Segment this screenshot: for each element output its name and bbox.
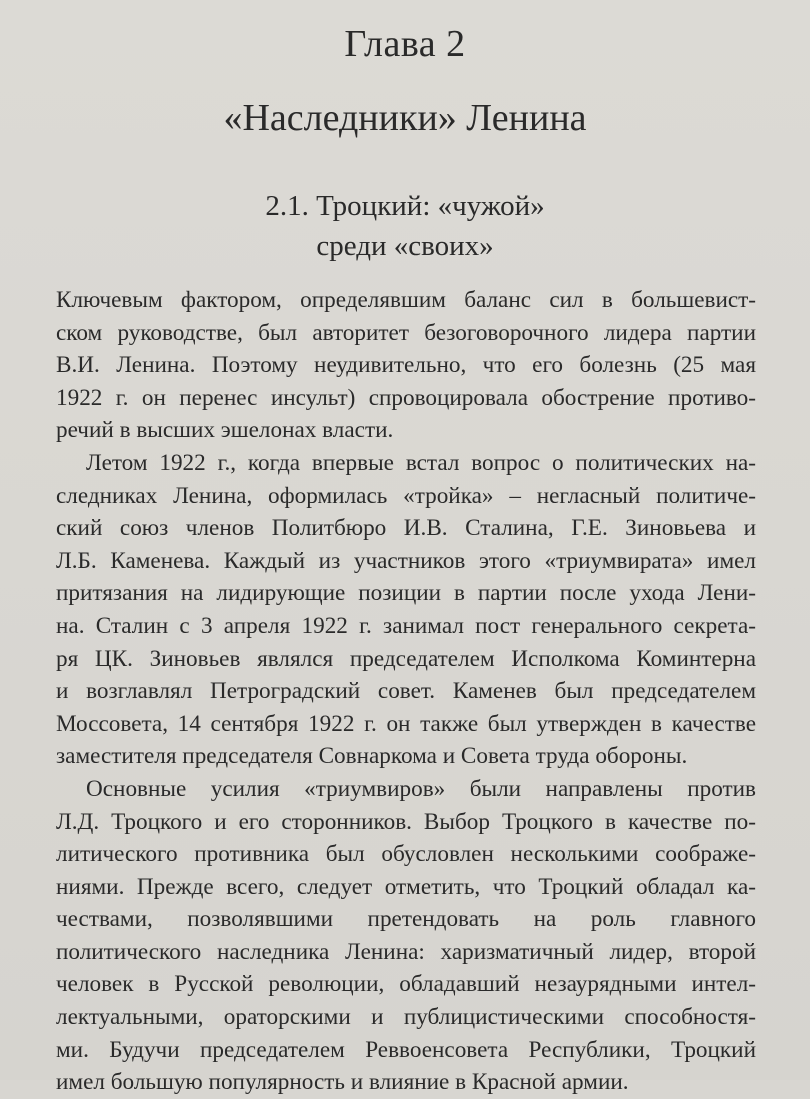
text-line: ря ЦК. Зиновьев являлся председателем Исполкома Коминтерна [56,645,756,672]
chapter-title: «Наследники» Ленина [223,97,587,139]
text-line: чествами, позволявшими претендовать на роль главного [56,906,756,933]
text-line: литического противника был обусловлен несколькими соображе- [56,841,756,868]
text-line: заместителя председателя Совнаркома и Совета труда обороны. [56,743,688,770]
text-line: ский союз членов Политбюро И.В. Сталина, Г.Е. Зиновьева и [56,515,756,542]
text-line: Основные усилия «триумвиров» были направлены против [86,775,756,802]
text-line: ниями. Прежде всего, следует отметить, что Троцкий обладал ка- [56,873,756,900]
text-line: политического наследника Ленина: харизматичный лидер, второй [56,938,756,965]
text-line: В.И. Ленина. Поэтому неудивительно, что его болезнь (25 мая [56,352,756,379]
text-line: Моссовета, 14 сентября 1922 г. он также был утвержден в качестве [56,710,756,737]
text-line: Л.Д. Троцкого и его сторонников. Выбор Троцкого в качестве по- [56,808,756,835]
body-text [56,284,756,1099]
text-line: и возглавлял Петроградский совет. Каменев был председателем [56,678,756,705]
text-line: притязания на лидирующие позиции в партии после ухода Лени- [56,580,756,607]
text-line: 1922 г. он перенес инсульт) спровоцировала обострение противо- [56,384,756,411]
section-heading-line: среди «своих» [316,230,494,262]
section-heading [0,186,810,266]
text-line: имел большую популярность и влияние в Красной армии. [56,1069,629,1096]
chapter-heading: Глава 2 [344,23,466,65]
text-line: человек в Русской революции, обладавший незаурядными интел- [56,971,756,998]
text-line: ском руководстве, был авторитет безоговорочного лидера партии [56,319,756,346]
text-line: Л.Б. Каменева. Каждый из участников этого «триумвирата» имел [56,547,756,574]
text-line: Летом 1922 г., когда впервые встал вопрос о политических на- [86,449,756,476]
text-line: следниках Ленина, оформилась «тройка» – негласный политиче- [56,482,756,509]
text-line: лектуальными, ораторскими и публицистическими способностя- [56,1004,756,1031]
text-line: на. Сталин с 3 апреля 1922 г. занимал пост генерального секрета- [56,612,756,639]
section-heading-line: 2.1. Троцкий: «чужой» [265,190,545,222]
text-line: Ключевым фактором, определявшим баланс сил в большевист- [56,287,756,313]
text-line: речий в высших эшелонах власти. [56,417,394,444]
text-line: ми. Будучи председателем Реввоенсовета Республики, Троцкий [56,1036,756,1063]
